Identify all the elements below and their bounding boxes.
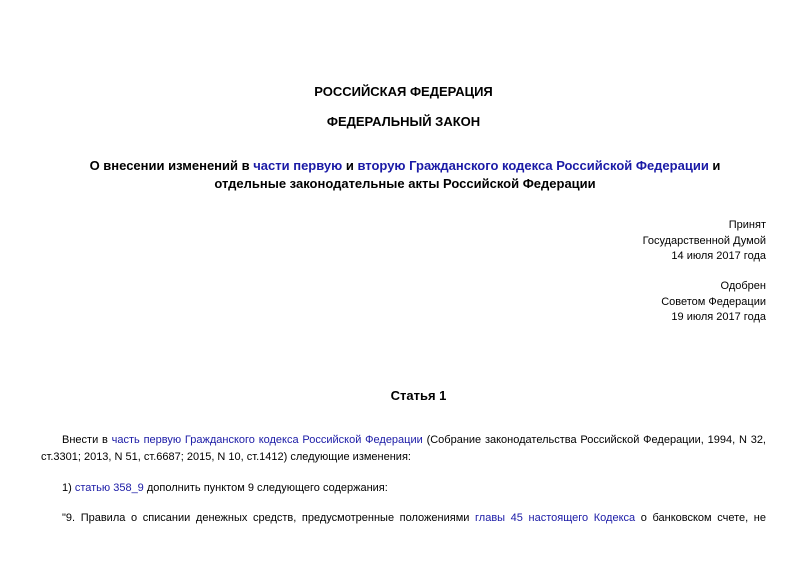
law-title-text-3: и	[708, 158, 721, 173]
article-heading: Статья 1	[390, 388, 447, 403]
law-title-text-1: О внесении изменений в	[89, 158, 254, 173]
link-chapter-45[interactable]: главы 45 настоящего Кодекса	[475, 512, 636, 524]
law-title	[60, 157, 750, 193]
doc-type-heading: ФЕДЕРАЛЬНЫЙ ЗАКОН	[326, 114, 481, 129]
approved-label: Одобрен	[720, 280, 766, 292]
intro-text-2: (Собрание законодательства Российской Федерации, 1994, N 32, ст.3301; 2013, N 51, ст.6687; 2015, N 10, ст.1412) следующие изменения:	[41, 434, 766, 463]
law-title-line-2: отдельные законодательные акты Российской Федерации	[214, 176, 596, 191]
approved-date: 19 июля 2017 года	[671, 311, 766, 323]
link-civil-code-part-two[interactable]: вторую Гражданского кодекса Российской Федерации	[357, 158, 709, 173]
article-intro-paragraph	[41, 432, 766, 466]
adoption-block	[506, 218, 766, 265]
item-1-number: 1)	[62, 482, 75, 494]
item-1-paragraph	[41, 480, 766, 497]
item-1-text: дополнить пунктом 9 следующего содержания:	[143, 482, 388, 494]
quote-text-1: "9. Правила о списании денежных средств, предусмотренные положениями	[62, 512, 476, 524]
quote-text-2: о банковском счете, не	[635, 512, 766, 524]
intro-text-1: Внести в	[62, 434, 112, 446]
country-heading: РОССИЙСКАЯ ФЕДЕРАЦИЯ	[314, 84, 493, 99]
adopted-label: Принят	[728, 219, 766, 231]
link-article-358-9[interactable]: статью 358_9	[74, 482, 144, 494]
approved-by: Советом Федерации	[661, 295, 766, 308]
law-title-line-1	[60, 157, 750, 175]
quote-paragraph	[41, 510, 766, 527]
link-civil-code-part-one-intro[interactable]: часть первую Гражданского кодекса Российской Федерации	[111, 434, 423, 446]
approval-block	[506, 279, 766, 326]
adopted-by: Государственной Думой	[642, 234, 766, 247]
law-title-text-2: и	[342, 158, 358, 173]
adopted-date: 14 июля 2017 года	[671, 250, 766, 262]
link-civil-code-part-one[interactable]: части первую	[253, 158, 343, 173]
